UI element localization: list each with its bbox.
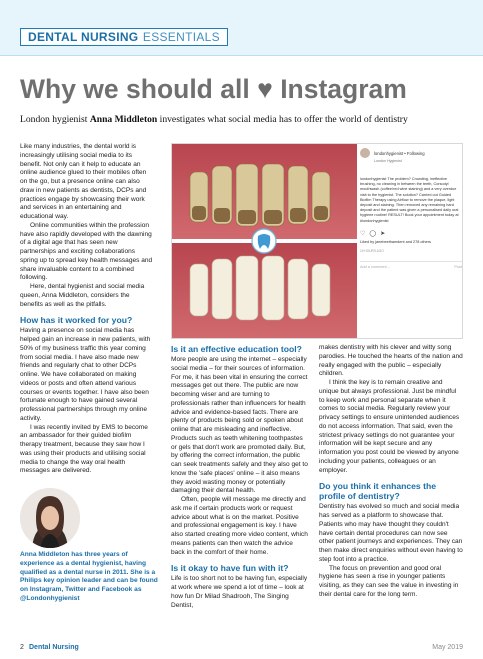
column-2 [171,344,308,610]
page-footer [0,640,483,659]
column-3 [319,344,463,600]
edu-paragraph-2: Often, people will message me directly and ask me if certain products work or request advice about what is on the market. Positive and professional engagement is key. I have also started creating more video content, which means patients can then watch the advice back in the comfort of their home. [171,496,308,556]
enhance-paragraph-2: The focus on prevention and good oral hygiene has seen a rise in younger patients visiting, as they can see the value in investing in their dental care for the long term. [319,564,459,598]
section-brand [20,28,228,46]
headline-after: Instagram [280,74,407,104]
comment-icon: ◯ [369,230,377,237]
heart-icon: ♡ [360,230,366,237]
heading-how-worked: How has it worked for you? [20,315,133,326]
intro-paragraph-1: Like many industries, the dental world is increasingly utilising social media to its benefit. Not only can it help to educate an online audience glued to their mobiles often on the go, but a presence online can also draw in new patients as dentists, DCPs and practices engage by showcasing their work and services in an entertaining and educational way. [20,143,147,220]
headline-before: Why we should all [20,74,250,104]
author-bio: Anna Middleton has three years of experience as a dental hygienist, having qualified as a dental nurse in 2011. She is a Philips key opinion leader and can be found on Instagram, Twitter and Facebook as @Londonhygienist [20,551,158,602]
enhance-paragraph-1: Dentistry has evolved so much and social media has served as a platform to showcase that. Patients who may have thought they couldn't have certain dental procedures can now see other patient journeys and experiences. They can then make direct enquiries without even having to step foot into a practice. [319,503,463,563]
standfirst [20,114,472,126]
post-actions [360,230,462,237]
avatar [360,148,370,158]
post-time: 19 HOURS AGO [360,248,384,253]
column-1 [20,143,154,476]
fun-paragraph-1: Life is too short not to be having fun, especially at work where we spend a lot of time – look at how fun Dr Milad Shadrooh, The Singing Dentist, [171,575,308,609]
post-username: londonhygienist • Following [374,150,425,156]
issue-date: May 2019 [432,644,463,651]
instagram-post-screenshot [171,143,463,339]
teeth-before-after-image [172,144,357,338]
instagram-post-panel [360,148,462,336]
standfirst-author: Anna Middleton [89,114,158,125]
how-paragraph-1: Having a presence on social media has helped gain an increase in new patients, with 50% of my business traffic this year coming from social media. I have also made new friends and regularly chat to other DCPs online. We have collaborated on making videos or posts and often attend various courses or events together. I have also been fortunate enough to have gained several professional partnerships through my online activity. [20,327,151,422]
intro-paragraph-3: Here, dental hygienist and social media queen, Anna Middleton, considers the benefits as well as the pitfalls. [20,283,145,308]
cont-paragraph-1: makes dentistry with his clever and witty song parodies. He touched the hearts of the nation and really engaged with the public – especially children. [319,344,463,378]
how-paragraph-2: I was recently invited by EMS to become an ambassador for their guided biofilm therapy treatment, because they saw how I was using their products and utilising social media to change the way oral health messages are delivered. [20,423,148,475]
page-number: 2 [20,644,24,651]
author-photo [20,488,80,548]
post-location: London Hygienist [374,159,402,163]
standfirst-lead: London hygienist [20,114,88,125]
edu-paragraph-1: More people are using the internet – especially social media – for their sources of information. For me, it has been vital in ensuring the correct messages get out there. The public are now becoming wiser and are turning to professionals rather than influencers for health advice and evidence-based facts. There are plenty of products being sold or spoken about online that are misleading and ineffective. Products such as teeth whitening toothpastes or gels that don't work are promoted daily. But, by offering the correct information, the public can seek treatments safely and they also get to know the 'safe places' online – it also means they avoid wasting money or potentially damaging their dental health. [171,356,308,495]
intro-paragraph-2: Online communities within the profession have also rapidly developed with the dawning of a digital age that has seen new partnerships and exciting collaborations spring up to spread key health messages and share invaluable content to a combined following. [20,221,153,282]
cont-paragraph-2: I think the key is to remain creative and unique but always professional. Just be mindful to keep work and personal separate when it comes to social media. Regularly review your privacy settings to ensure unintended audiences do not access information. That said, even the strictest privacy settings do not guarantee your information will be kept secure and any information you post could be viewed by anyone including your patients, colleagues or an employer. [319,379,460,474]
post-label: Post [454,264,462,269]
comment-row [360,261,462,269]
brand-bold: DENTAL NURSING [28,30,139,44]
author-portrait [20,488,80,548]
article-headline [20,72,470,106]
post-likes: Liked by janebeethamdent and 278 others [360,239,431,244]
post-caption: londonhygienist The problem? Crowding, ineffective brushing, no cleaning in between the teeth, Corsodyl mouthwash (coffee/red wine staining) and a very overdue visit to the hygienist. The solution? Carried out Guided Biofilm Therapy using Airflow to remove the plaque, light deposit and staining. Then removed any remaining hard deposit and the patient was given a personalised daily oral hygiene routine! RESULT! Book your appointment today at #londonhygienist [360,177,459,223]
post-author-row [360,148,462,158]
standfirst-rest: investigates what social media has to offer the world of dentistry [159,114,408,125]
heading-have-fun: Is it okay to have fun with it? [171,563,289,574]
brand-light: ESSENTIALS [142,30,220,44]
header-rule [0,55,483,56]
comment-placeholder: Add a comment... [360,264,390,269]
heart-icon: ♥ [257,74,273,104]
heading-enhance-profile: Do you think it enhances the profile of dentistry? [319,481,436,502]
magazine-name: Dental Nursing [29,644,79,651]
share-icon: ➤ [380,230,386,237]
heading-education-tool: Is it an effective education tool? [171,344,302,354]
